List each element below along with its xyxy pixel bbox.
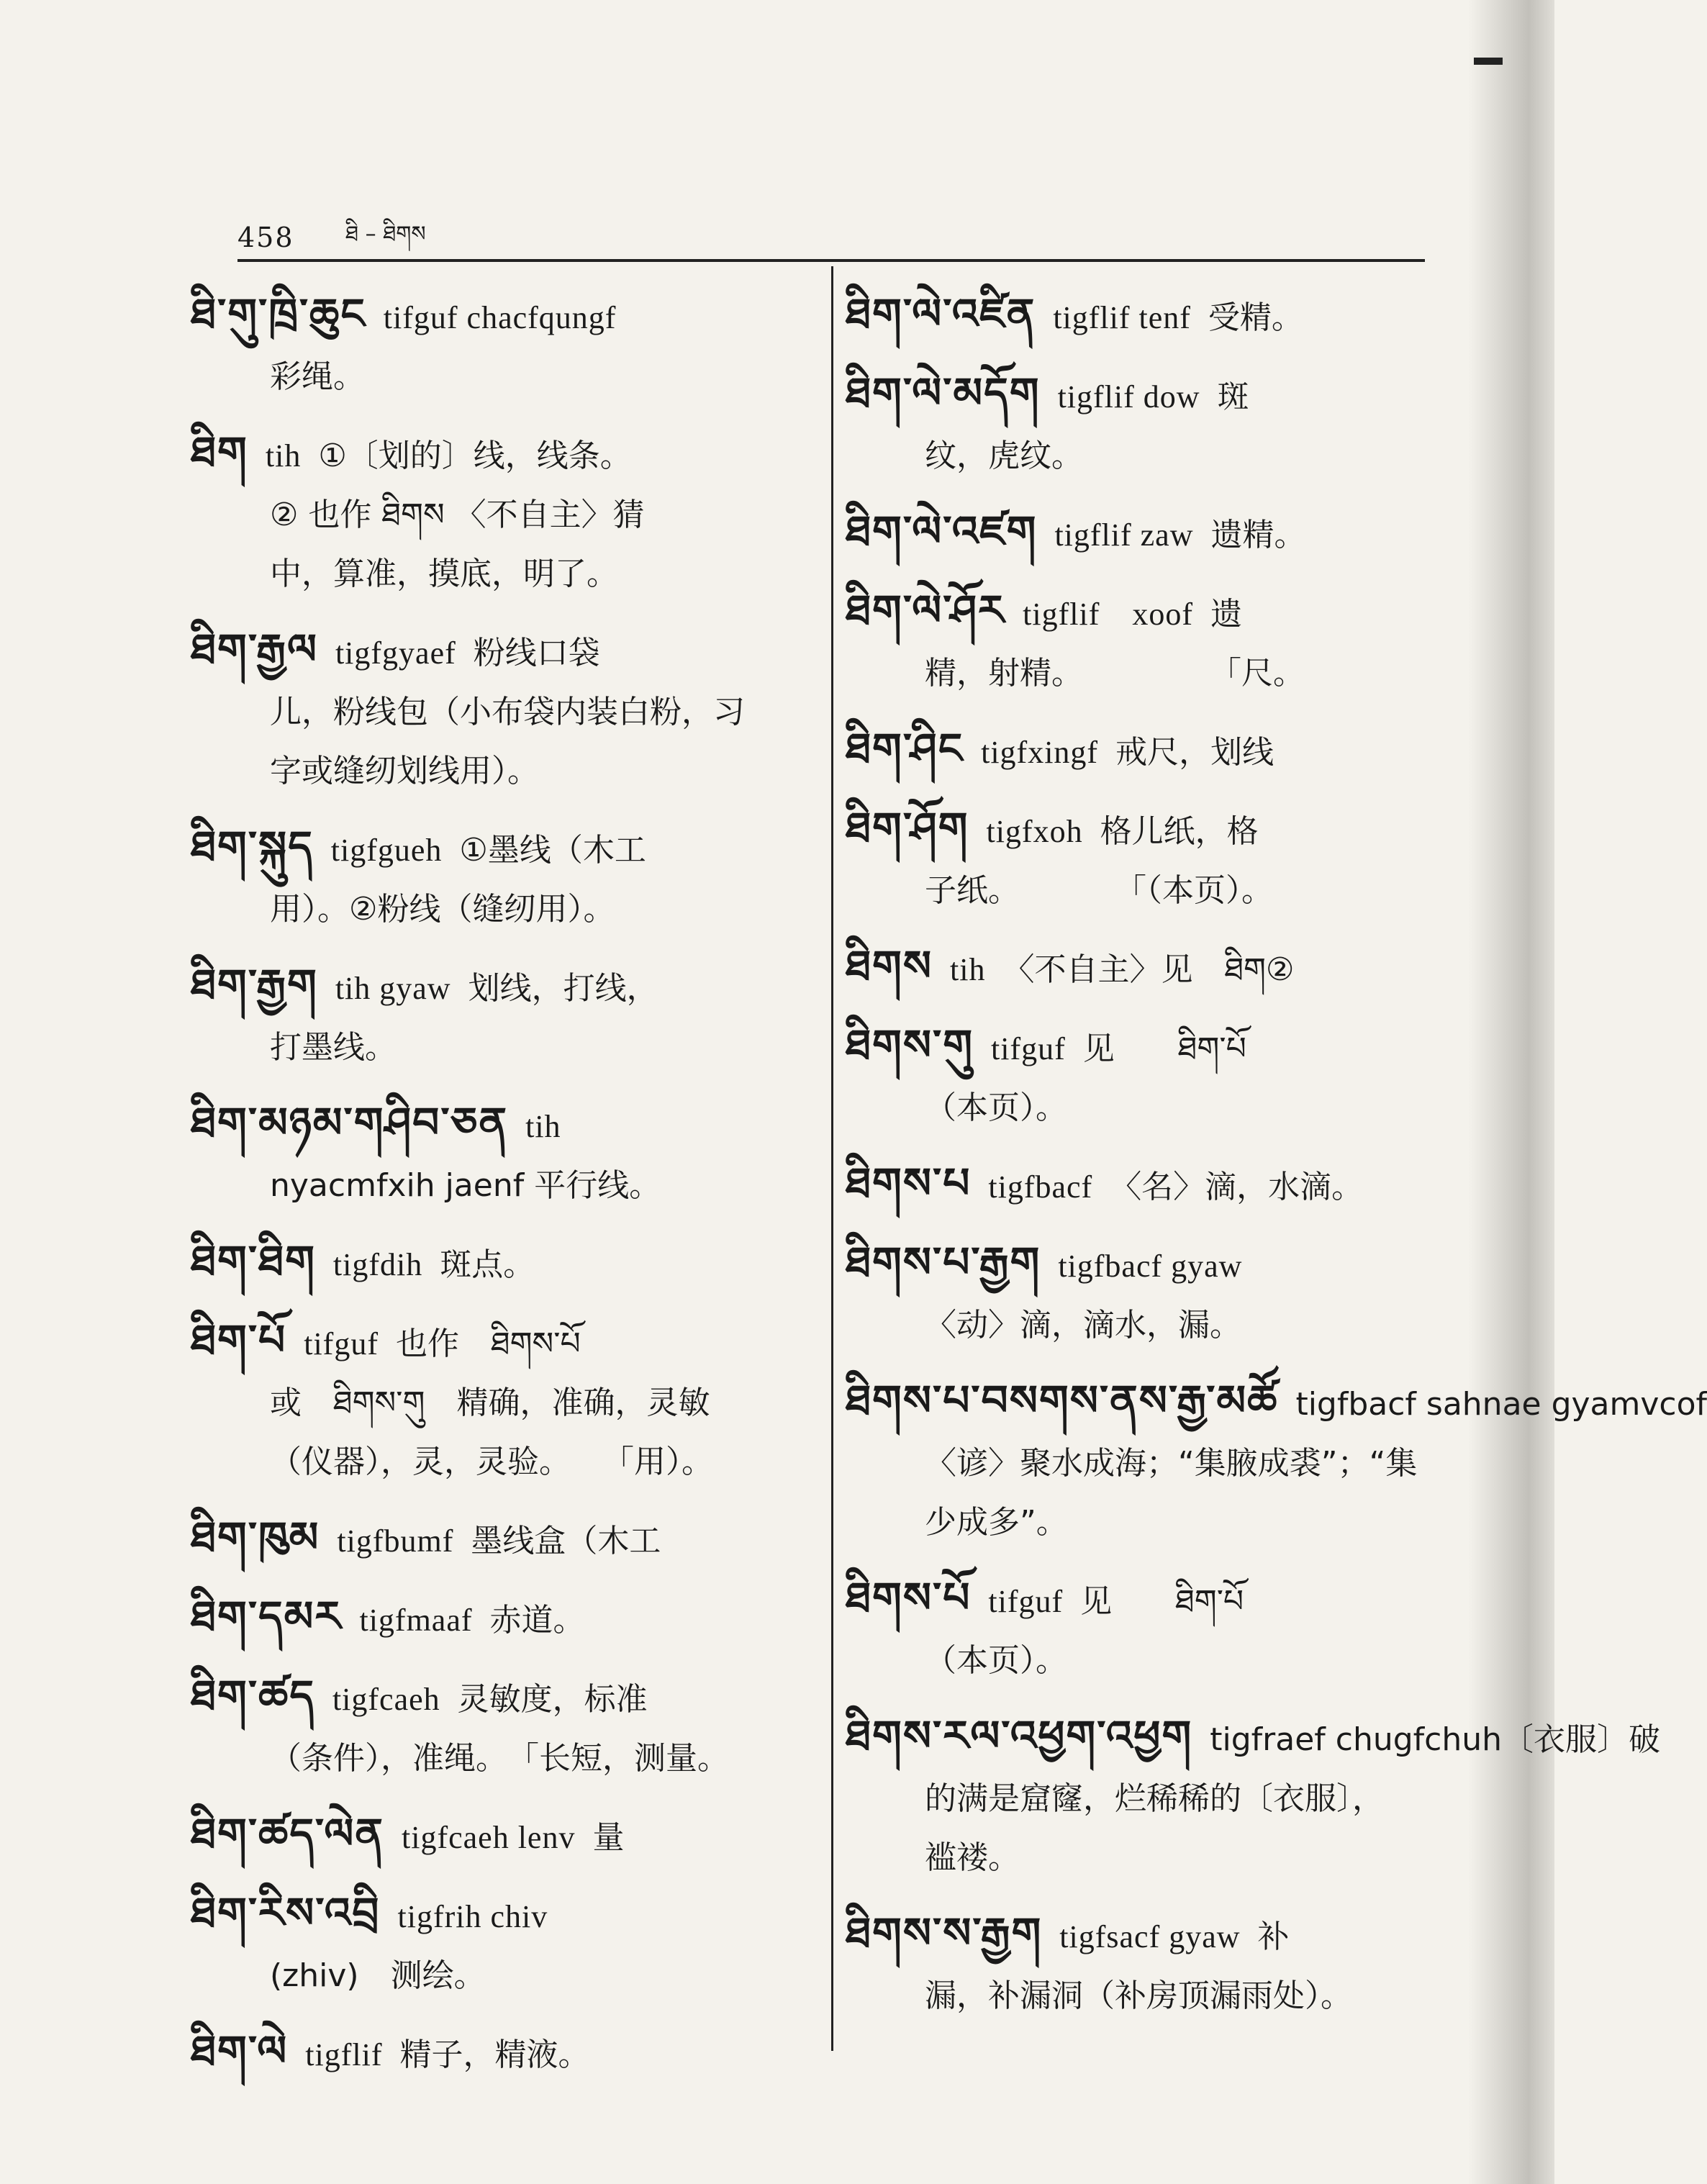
dictionary-entry <box>846 363 1450 486</box>
definition-text: 也作 ཐིགས་པོ <box>396 1326 581 1362</box>
definition-text: 格儿纸，格 <box>1100 813 1259 850</box>
phonetic-transcription: tifguf <box>991 1031 1066 1066</box>
entry-headline <box>846 1233 1450 1296</box>
definition-text: tigfraef chugfchuh〔衣服〕破 <box>1210 1721 1660 1758</box>
definition-line: 打墨线。 <box>270 1029 397 1066</box>
definition-text: ①墨线（木工 <box>459 832 646 869</box>
entry-headline <box>846 1371 1707 1434</box>
definition-text: 墨线盒（木工 <box>471 1523 661 1559</box>
tibetan-headword: ཐིག་པོ <box>191 1315 287 1364</box>
entry-headline <box>846 1154 1450 1217</box>
definition-line: 纹，虎纹。 <box>925 438 1083 474</box>
tibetan-headword: ཐིགས <box>846 941 933 990</box>
dictionary-entry <box>191 422 810 604</box>
dictionary-entry <box>846 284 1450 348</box>
definition-line: （本页）。 <box>925 1089 1067 1126</box>
entry-headline <box>191 1093 810 1156</box>
entry-headline <box>846 581 1450 644</box>
entry-headline <box>846 1903 1450 1967</box>
definition-text: 精子，精液。 <box>399 2036 590 2073</box>
dictionary-entry <box>846 1371 1707 1552</box>
entry-headline <box>191 284 810 348</box>
definition-text: 受精。 <box>1208 299 1303 336</box>
definition-text: 斑 <box>1217 379 1249 415</box>
definition-line: 〈谚〉聚水成海；“集腋成裘”；“集 <box>925 1445 1418 1482</box>
dictionary-entry <box>846 719 1450 782</box>
definition-line: 漏，补漏洞（补房顶漏雨处）。 <box>925 1977 1352 2014</box>
definition-line: ② 也作 ཐིགས 〈不自主〉猜 <box>270 497 645 533</box>
entry-headline <box>191 1231 810 1295</box>
definition-text: 见 ཐིག་པོ <box>1082 1030 1246 1067</box>
tibetan-headword: ཐིགས་པ་བསགས་ནས་རྒྱ་མཚོ <box>846 1376 1279 1425</box>
definition-text: 见 ཐིག་པོ <box>1080 1583 1244 1620</box>
dictionary-entry <box>191 1231 810 1295</box>
entry-headline <box>846 1568 1450 1631</box>
column-divider <box>831 266 833 2051</box>
phonetic-transcription: tigflif <box>305 2037 383 2072</box>
definition-text: 粉线口袋 <box>473 635 600 671</box>
phonetic-transcription: tigflif dow <box>1057 379 1200 414</box>
tibetan-headword: ཐིག་མཉམ་གཤིབ་ཅན <box>191 1098 509 1147</box>
phonetic-transcription: tigfmaaf <box>359 1603 473 1638</box>
entry-headline <box>191 1508 810 1571</box>
definition-line: 精，射精。 「尺。 <box>925 655 1305 692</box>
definition-text: 赤道。 <box>489 1602 585 1639</box>
definition-line: 字或缝纫划线用）。 <box>270 753 539 789</box>
phonetic-transcription: tigfgueh <box>330 833 443 868</box>
dictionary-entry <box>191 817 810 939</box>
tibetan-headword: ཐིག་ཐིག <box>191 1236 316 1285</box>
entry-headline <box>191 1666 810 1729</box>
tibetan-headword: ཐིག་ཁུམ <box>191 1513 320 1562</box>
entry-headline <box>191 422 810 486</box>
phonetic-transcription: tigfgyaef <box>335 635 456 671</box>
tibetan-headword: ཐིགས་རལ་འཕྱག་འཕྱག <box>846 1711 1193 1760</box>
entry-headline <box>191 1804 810 1867</box>
dictionary-entry <box>846 1015 1450 1138</box>
page-header <box>237 216 1425 262</box>
definition-text: 戒尺，划线 <box>1115 734 1274 771</box>
definition-line: nyacmfxih jaenf 平行线。 <box>270 1167 661 1204</box>
dictionary-entry <box>846 1903 1450 2026</box>
phonetic-transcription: tih <box>950 952 986 987</box>
dictionary-entry <box>846 798 1450 920</box>
tibetan-headword: ཐིགས་པ་རྒྱག <box>846 1238 1041 1287</box>
tibetan-headword: ཐིགས་ས་རྒྱག <box>846 1908 1043 1957</box>
tibetan-headword: ཐིག་ཚད་ལེན <box>191 1809 384 1858</box>
definition-text: 灵敏度，标准 <box>457 1681 648 1718</box>
phonetic-transcription: tigflif xoof <box>1023 597 1194 632</box>
definition-text: 划线，打线， <box>468 970 658 1007</box>
entry-headline <box>846 936 1450 1000</box>
dictionary-entry <box>191 1093 810 1215</box>
phonetic-transcription: tigfxingf <box>981 735 1099 770</box>
definition-text: 〈名〉滴，水滴。 <box>1110 1169 1364 1205</box>
definition-line: 褴褛。 <box>925 1839 1020 1876</box>
dictionary-entry <box>191 2021 810 2085</box>
tibetan-headword: ཐིག་ཤོག <box>846 803 969 852</box>
entry-headline <box>191 1310 810 1374</box>
tibetan-headword: ཐིག་ལེ་འཛག <box>846 507 1038 556</box>
entry-headline <box>191 1587 810 1650</box>
phonetic-transcription: tifguf <box>988 1584 1064 1619</box>
entry-headline <box>191 955 810 1018</box>
dictionary-entry <box>846 502 1450 565</box>
tibetan-headword: ཐིག་ལེ <box>191 2026 289 2075</box>
phonetic-transcription: tigflif tenf <box>1053 300 1191 335</box>
definition-line: （本页）。 <box>925 1642 1067 1679</box>
dictionary-entry <box>191 955 810 1077</box>
dictionary-entry <box>846 581 1450 703</box>
page-number: 458 <box>237 222 294 253</box>
tibetan-headword: ཐིག་ལེ་མདོག <box>846 368 1041 417</box>
tibetan-headword: ཐིགས་པོ <box>846 1573 972 1622</box>
tibetan-headword: ཐིག་དམར <box>191 1592 343 1641</box>
dictionary-entry <box>191 1587 810 1650</box>
entry-headline <box>846 798 1450 861</box>
tibetan-headword: ཐིགས་པ <box>846 1159 972 1207</box>
definition-text: 遗精。 <box>1210 517 1306 553</box>
definition-text: 〈不自主〉见 ཐིག② <box>1002 951 1295 988</box>
entry-headline <box>191 2021 810 2085</box>
dictionary-entry <box>191 1666 810 1788</box>
dictionary-entry <box>846 1706 1660 1888</box>
entry-headline <box>191 817 810 880</box>
definition-line: (zhiv) 测绘。 <box>270 1957 486 1994</box>
phonetic-transcription: tigfdih <box>332 1247 423 1282</box>
dictionary-entry <box>191 1804 810 1867</box>
entry-headline <box>846 284 1450 348</box>
dictionary-entry <box>846 1568 1450 1690</box>
tibetan-headword: ཐིག་རྒྱག <box>191 960 318 1009</box>
tibetan-headword: ཐིག་རྒྱལ <box>191 625 318 674</box>
entry-headline <box>846 363 1450 427</box>
definition-line: （条件），准绳。 「长短，测量。 <box>270 1740 729 1777</box>
dictionary-entry <box>846 1154 1450 1217</box>
phonetic-transcription: tih <box>525 1109 561 1144</box>
definition-text: ①〔划的〕线，线条。 <box>318 438 632 474</box>
phonetic-transcription: tigfcaeh lenv <box>402 1820 576 1855</box>
phonetic-transcription: tigfcaeh <box>332 1682 440 1717</box>
definition-line: 彩绳。 <box>270 358 365 395</box>
definition-line: 的满是窟窿，烂稀稀的〔衣服〕， <box>925 1780 1384 1817</box>
dictionary-entry <box>191 284 810 407</box>
entry-headline <box>846 719 1450 782</box>
tibetan-headword: ཐིག་ལེ་འཛིན <box>846 289 1036 338</box>
phonetic-transcription: tigfbacf gyaw <box>1058 1249 1243 1284</box>
definition-text: 补 <box>1257 1918 1290 1955</box>
definition-line: 用）。②粉线（缝纫用）。 <box>270 891 615 928</box>
tibetan-headword: ཐིག་སྐུད <box>191 822 314 871</box>
phonetic-transcription: tigfbumf <box>337 1523 454 1559</box>
phonetic-transcription: tih gyaw <box>335 971 451 1006</box>
scan-page-edge <box>1468 0 1554 2184</box>
definition-text: 遗 <box>1210 596 1243 633</box>
tibetan-headword: ཐིག་རིས་འབྲི <box>191 1888 381 1937</box>
tibetan-headword: ཐིག་ལེ་ཤོར <box>846 586 1006 635</box>
phonetic-transcription: tifguf <box>304 1326 379 1361</box>
phonetic-transcription: tigfrih chiv <box>397 1899 548 1934</box>
definition-text: 斑点。 <box>440 1246 535 1283</box>
entry-headline <box>846 1706 1660 1770</box>
right-column <box>846 284 1707 2042</box>
phonetic-transcription: tigfbacf <box>988 1169 1093 1205</box>
entry-headline <box>846 1015 1450 1079</box>
definition-line: 少成多”。 <box>925 1504 1068 1541</box>
tibetan-headword: ཐིགས་གུ <box>846 1020 974 1069</box>
dictionary-entry <box>846 936 1450 1000</box>
dictionary-entry <box>191 1310 810 1492</box>
left-column <box>191 284 810 2101</box>
definition-text: 量 <box>592 1819 625 1856</box>
dictionary-entry <box>191 1883 810 2006</box>
definition-text: tigfbacf sahnae gyamvcof <box>1295 1386 1707 1423</box>
tibetan-headword: ཐིག <box>191 427 248 476</box>
entry-headline <box>191 1883 810 1947</box>
definition-line: 儿，粉线包（小布袋内装白粉，习 <box>270 694 745 730</box>
tibetan-headword: ཐིག་ཚད <box>191 1671 315 1720</box>
phonetic-transcription: tifguf chacfqungf <box>383 300 617 335</box>
definition-line: 或 ཐིགས་གུ 精确，准确，灵敏 <box>270 1385 710 1421</box>
phonetic-transcription: tigfsacf gyaw <box>1059 1919 1241 1954</box>
dictionary-entry <box>846 1233 1450 1355</box>
definition-line: （仪器），灵，灵验。 「用）。 <box>270 1444 713 1480</box>
phonetic-transcription: tih <box>265 438 302 473</box>
definition-line: 子纸。 「（本页）。 <box>925 872 1273 909</box>
phonetic-transcription: tigfxoh <box>986 814 1083 849</box>
entry-headline <box>846 502 1450 565</box>
entry-headline <box>191 620 810 683</box>
tibetan-headword: ཐིག་ཤིང <box>846 724 964 773</box>
running-head: ཐི – ཐིགས <box>345 222 426 247</box>
dictionary-entry <box>191 1508 810 1571</box>
tibetan-headword: ཐི་གུ་ཁྲི་ཆུང <box>191 289 366 338</box>
definition-line: 〈动〉滴，滴水，漏。 <box>925 1307 1241 1344</box>
dictionary-entry <box>191 620 810 801</box>
definition-line: 中，算准，摸底，明了。 <box>270 556 618 592</box>
phonetic-transcription: tigflif zaw <box>1054 517 1194 553</box>
